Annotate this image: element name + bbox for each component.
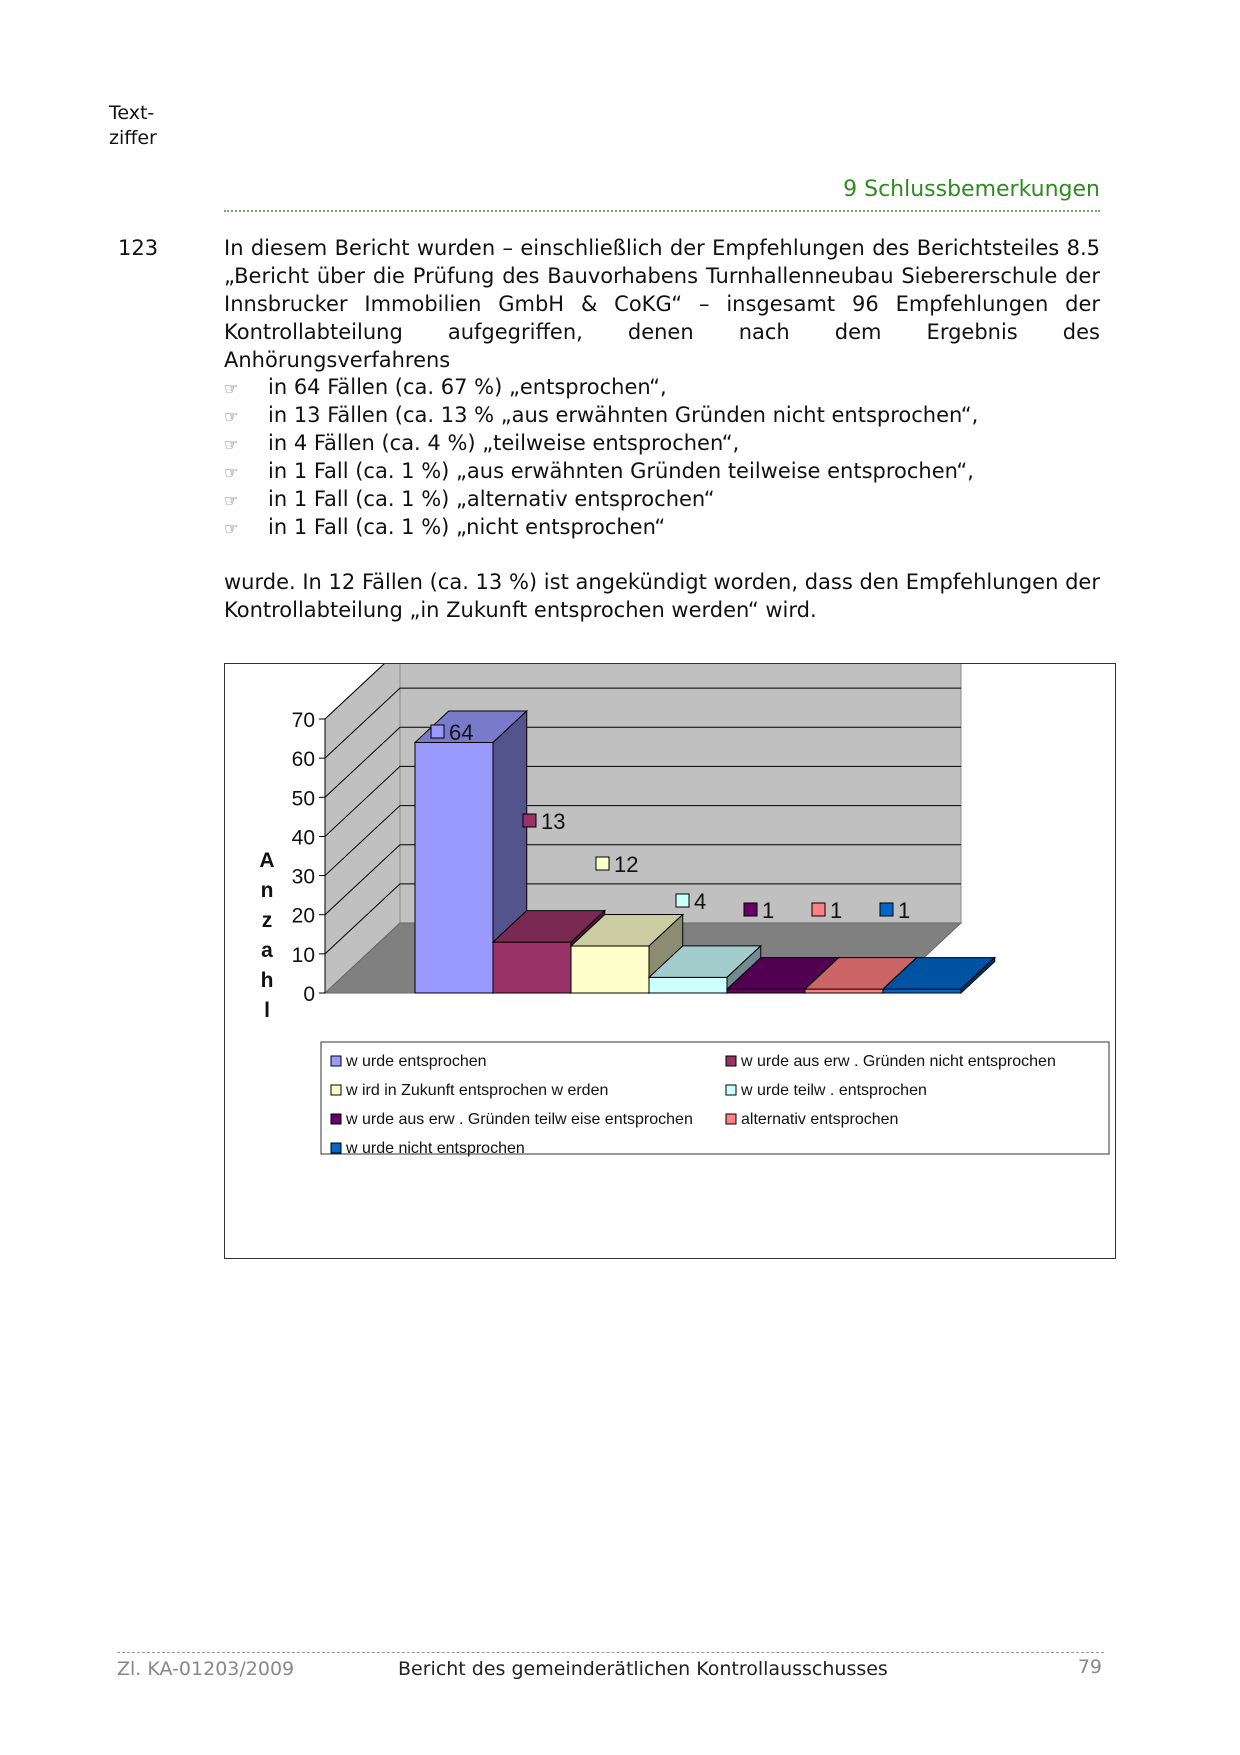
legend-key [331, 1114, 341, 1124]
legend-key [726, 1085, 736, 1095]
textziffer-label-line1: Text- [109, 102, 155, 124]
data-label: 4 [694, 889, 707, 914]
list-item-text: in 4 Fällen (ca. 4 %) „teilweise entsprochen“, [268, 431, 740, 455]
pointing-hand-icon: ☞ [224, 435, 239, 454]
data-label: 1 [830, 898, 843, 923]
pointing-hand-icon: ☞ [224, 519, 239, 538]
chart-frame [224, 663, 1116, 1259]
data-label-key [676, 894, 689, 907]
legend-key [726, 1056, 736, 1066]
list-item-text: in 1 Fall (ca. 1 %) „alternativ entsprochen“ [268, 487, 715, 511]
data-label-key [596, 857, 609, 870]
list-item-text: in 1 Fall (ca. 1 %) „aus erwähnten Gründen teilweise entsprochen“, [268, 459, 974, 483]
y-tick-label: 50 [291, 787, 315, 811]
legend-key [726, 1114, 736, 1124]
y-tick-label: 20 [291, 904, 315, 928]
textziffer-label [109, 101, 157, 151]
y-axis-title-letter: z [261, 909, 273, 932]
y-axis-title-letter: l [264, 999, 270, 1022]
data-label: 1 [898, 898, 911, 923]
legend-label: w urde teilw . entsprochen [741, 1082, 927, 1099]
list-item-text: in 64 Fällen (ca. 67 %) „entsprochen“, [268, 375, 667, 399]
list-item [224, 373, 978, 401]
y-tick-label: 0 [303, 983, 315, 1006]
bar [493, 942, 571, 993]
bar [805, 989, 883, 993]
legend-label: alternativ entsprochen [741, 1111, 899, 1128]
result-list [224, 373, 978, 541]
data-label: 1 [762, 898, 775, 923]
bar [883, 989, 961, 993]
bar [649, 977, 727, 993]
chapter-heading: 9 Schlussbemerkungen [843, 177, 1100, 202]
y-tick-label: 30 [291, 865, 315, 889]
list-item-text: in 1 Fall (ca. 1 %) „nicht entsprochen“ [268, 515, 666, 539]
footer-title: Bericht des gemeinderätlichen Kontrollausschusses [398, 1658, 888, 1680]
bar-chart [225, 664, 1115, 1258]
data-label: 64 [449, 720, 474, 745]
legend-label: w urde aus erw . Gründen nicht entsprochen [741, 1053, 1056, 1070]
data-label-key [744, 903, 757, 916]
bar [727, 989, 805, 993]
legend-label: w ird in Zukunft entsprochen w erden [346, 1082, 609, 1099]
page-number: 79 [1077, 1656, 1102, 1678]
data-label: 12 [614, 852, 639, 877]
bar [415, 742, 493, 993]
chapter-divider [224, 210, 1100, 212]
textziffer-label-line2: ziffer [109, 127, 157, 149]
y-axis-title-letter: h [260, 969, 274, 992]
pointing-hand-icon: ☞ [224, 463, 239, 482]
list-item [224, 401, 978, 429]
footer-divider [117, 1652, 1104, 1653]
legend-key [331, 1143, 341, 1153]
list-item [224, 513, 978, 541]
y-axis-title-letter: a [261, 939, 273, 962]
y-axis-title-letter: n [260, 879, 274, 902]
y-tick-label: 40 [291, 826, 315, 850]
pointing-hand-icon: ☞ [224, 491, 239, 510]
list-item [224, 457, 978, 485]
y-tick-label: 60 [291, 748, 315, 772]
y-tick-label: 10 [291, 943, 315, 967]
data-label-key [812, 903, 825, 916]
y-axis-title-letter: A [259, 849, 275, 872]
list-item [224, 485, 978, 513]
legend-key [331, 1085, 341, 1095]
y-tick-label: 70 [291, 709, 315, 732]
textziffer-number: 123 [118, 236, 159, 260]
legend-key [331, 1056, 341, 1066]
legend-label: w urde aus erw . Gründen teilw eise entsprochen [346, 1111, 693, 1128]
footer-reference: Zl. KA-01203/2009 [117, 1658, 295, 1680]
data-label: 13 [541, 809, 566, 834]
data-label-key [523, 814, 536, 827]
legend-label: w urde entsprochen [346, 1053, 487, 1070]
bar [571, 946, 649, 993]
intro-paragraph: In diesem Bericht wurden – einschließlich der Empfehlungen des Berichtsteiles 8.5 „Bericht über die Prüfung des Bauvorhabens Turnhallenneubau Siebererschule der Innsbrucker Immobilien GmbH & CoKG“ – insgesamt 96 Empfehlungen der Kontrollabteilung aufgegriffen, denen nach dem Ergebnis des Anhörungsverfahrens [224, 236, 1100, 372]
data-label-key [880, 903, 893, 916]
legend-label: w urde nicht entsprochen [346, 1140, 525, 1157]
list-item [224, 429, 978, 457]
outro-paragraph: wurde. In 12 Fällen (ca. 13 %) ist angekündigt worden, dass den Empfehlungen der Kontrollabteilung „in Zukunft entsprochen werden“ wird. [224, 570, 1100, 622]
list-item-text: in 13 Fällen (ca. 13 % „aus erwähnten Gründen nicht entsprochen“, [268, 403, 979, 427]
pointing-hand-icon: ☞ [224, 407, 239, 426]
pointing-hand-icon: ☞ [224, 379, 239, 398]
data-label-key [431, 725, 444, 738]
